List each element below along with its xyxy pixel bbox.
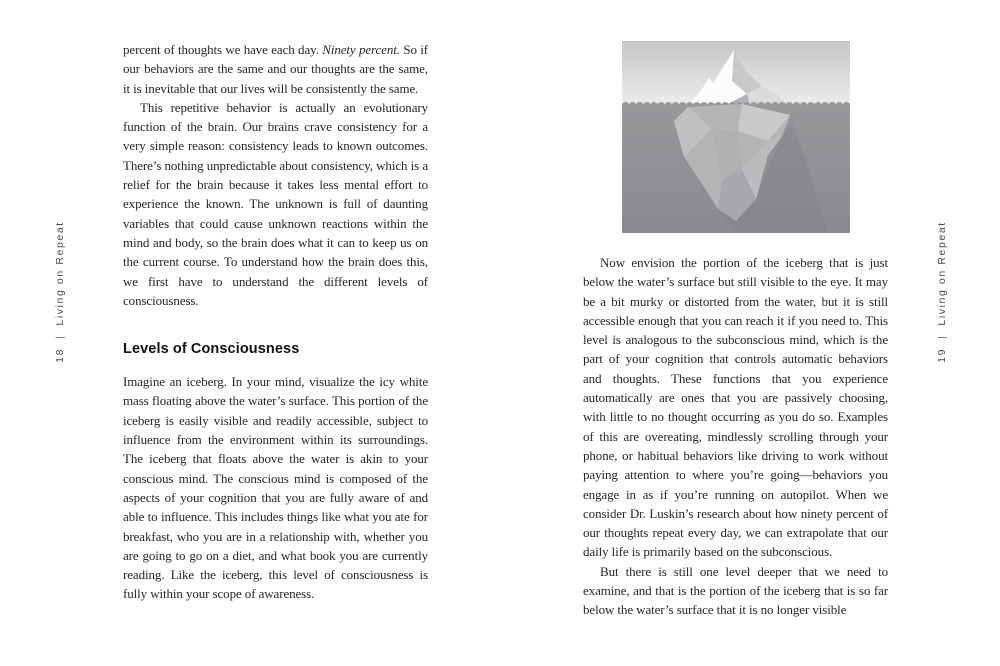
running-head-title: Living on Repeat <box>936 221 948 326</box>
running-head-left <box>54 221 66 363</box>
paragraph: But there is still one level deeper that we need to examine, and that is the portion of the iceberg that is so far below the water’s surface that it is no longer visible <box>583 563 888 618</box>
iceberg-illustration <box>622 41 850 233</box>
running-head-divider: | <box>936 334 948 339</box>
running-head-divider: | <box>54 334 66 339</box>
right-page-column <box>583 41 888 620</box>
page-number-right: 19 <box>936 347 948 363</box>
paragraph-text: percent of thoughts we have each day. <box>123 42 323 57</box>
italic-emphasis: Ninety percent. <box>322 42 400 57</box>
page-number-left: 18 <box>54 347 66 363</box>
running-head-right <box>936 221 948 363</box>
paragraph: Now envision the portion of the iceberg that is just below the water’s surface but still visible to the eye. It may be a bit murky or distorted from the water, but it is still accessible enough that you can reach it if you need to. This level is analogous to the subconscious mind, which is the part of your cognition that controls automatic behaviors and thoughts. These functions that you experience automatically are ones that you are passively choosing, with little to no thought occurring as you do so. Examples of this are overeating, mindlessly scrolling through your phone, or habitual behaviors like driving to work without paying attention to where you’re going—behaviors you engage in as if you’re running on autopilot. When we consider Dr. Luskin’s research about how ninety percent of our thoughts repeat every day, we can extrapolate that our daily life is primarily based on the subconscious. <box>583 255 888 560</box>
paragraph: This repetitive behavior is actually an evolutionary function of the brain. Our brains crave consistency for a very simple reason: consistency leads to known outcomes. There’s nothing unpredictable about consistency, which is a relief for the brain because it takes less mental effort to experience the known. The unknown is full of daunting variables that could cause unknown reactions within the mind and body, so the brain does what it can to keep us on the current course. To understand how the brain does this, we first have to understand the different levels of consciousness. <box>123 99 428 308</box>
paragraph-text: So if our behaviors are the same and our thoughts are the same, it is inevitable that our lives will be consistently the same. <box>123 42 429 96</box>
paragraph-continued <box>123 40 428 98</box>
left-page-text-column <box>123 40 428 604</box>
section-heading: Levels of Consciousness <box>123 341 300 358</box>
running-head-title: Living on Repeat <box>54 221 66 326</box>
paragraph: Imagine an iceberg. In your mind, visualize the icy white mass floating above the water’s surface. This portion of the iceberg is easily visible and readily accessible, subject to influence from the environment within its surroundings. The iceberg that floats above the water is akin to your conscious mind. The conscious mind is composed of the aspects of your cognition that you are fully aware of and able to influence. This includes things like what you ate for breakfast, who you are in a relationship with, whether you are going to go on a diet, and what book you are currently reading. Like the iceberg, this level of consciousness is fully within your scope of awareness. <box>123 374 428 602</box>
